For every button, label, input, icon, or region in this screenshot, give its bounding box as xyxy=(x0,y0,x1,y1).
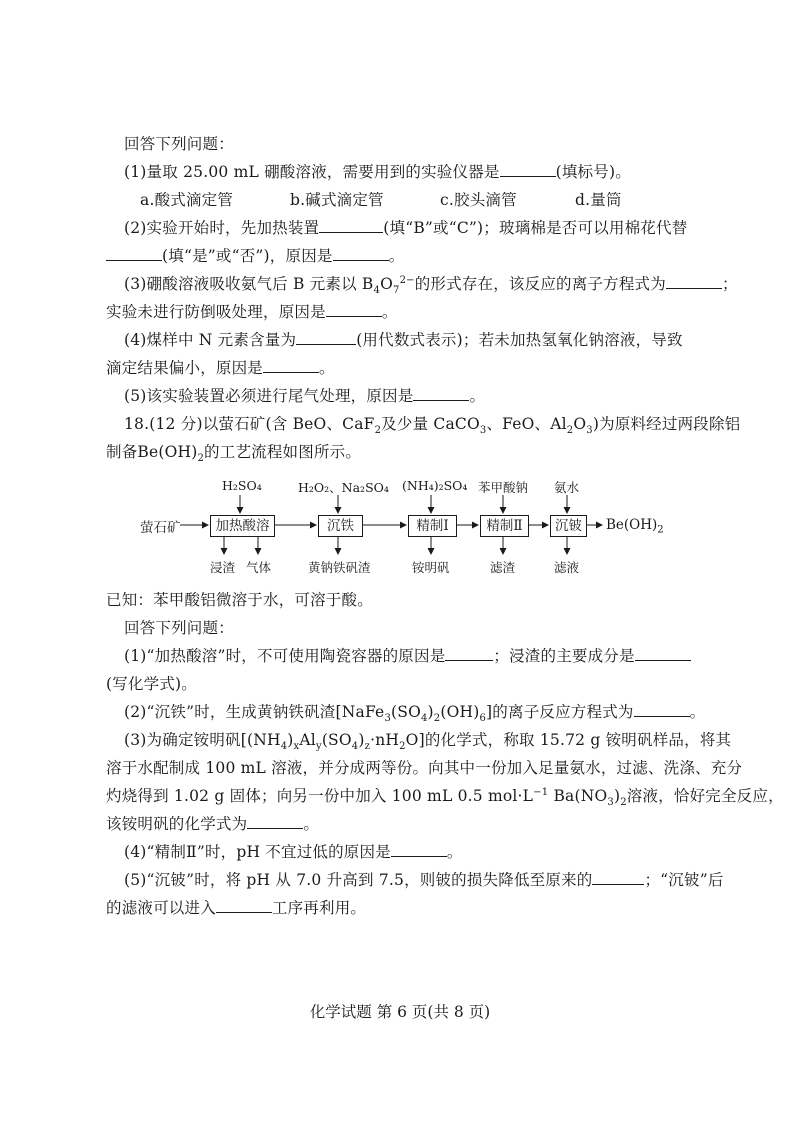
q18-part5-line1: (5)“沉铍”时，将 pH 从 7.0 升高到 7.5，则铍的损失降低至原来的 ；“沉铍”后 xyxy=(124,871,724,889)
answer-blank[interactable] xyxy=(247,814,303,829)
q17-part3-line2: 实验未进行防倒吸处理，原因是 。 xyxy=(106,303,398,321)
answer-blank[interactable] xyxy=(263,358,319,373)
q18-part5-line2: 的滤液可以进入 工序再利用。 xyxy=(106,899,367,917)
q17-part2-line1: (2)实验开始时，先加热装置 (填“B”或“C”)；玻璃棉是否可以用棉花代替 xyxy=(124,219,688,237)
q17-part2-line2: (填“是”或“否”)，原因是 。 xyxy=(106,246,706,266)
q17-part4-line1: (4)煤样中 N 元素含量为 (用代数式表示)；若未加热氢氧化钠溶液，导致 xyxy=(124,331,683,349)
option-a: a.酸式滴定管 xyxy=(140,191,234,209)
answer-blank[interactable] xyxy=(500,162,556,177)
q18-intro: 回答下列问题： xyxy=(124,619,234,637)
input-label-5: 氨水 xyxy=(554,480,580,495)
q18-heading: 18.(12 分)以萤石矿(含 BeO、CaF$_2$及少量 CaCO$_3$、FeO、$Al_2O_3$)为原料经过两段除铝 xyxy=(124,415,741,437)
q17-part5: (5)该实验装置必须进行尾气处理，原因是 。 xyxy=(124,387,486,405)
output-label-1: 浸渣 xyxy=(210,560,236,575)
q18-part1-line1: (1)“加热酸溶”时，不可使用陶瓷容器的原因是 ；浸渣的主要成分是 xyxy=(124,646,724,666)
q17-part4-line2: 滴定结果偏小，原因是 。 xyxy=(106,359,335,377)
output-label-5: 滤渣 xyxy=(490,560,516,575)
answer-blank[interactable] xyxy=(635,646,691,661)
answer-blank[interactable] xyxy=(592,870,644,885)
answer-blank[interactable] xyxy=(634,702,690,717)
output-label-3: 黄钠铁矾渣 xyxy=(308,560,371,575)
q18-part2: (2)“沉铁”时，生成黄钠铁矾渣$[NaFe_3(SO_4)_2(OH)_6]$的离子反应方程式为 。 xyxy=(124,703,706,725)
q17-part3-line1: (3)硼酸溶液吸收氨气后 B 元素以 $B_4O_7^{2-}$的形式存在，该反应的离子方程式为 ； xyxy=(124,274,738,297)
answer-blank[interactable] xyxy=(666,274,722,289)
answer-blank[interactable] xyxy=(391,842,447,857)
output-label-2: 气体 xyxy=(246,560,272,575)
option-c: c.胶头滴管 xyxy=(440,191,517,209)
flow-box-acid-dissolve: 加热酸溶 xyxy=(210,515,275,537)
answer-blank[interactable] xyxy=(216,898,272,913)
q18-part3-line3: 灼烧得到 1.02 g 固体；向另一份中加入 100 mL 0.5 $mol\cdot L^{-1}$ $Ba(NO_3)_2$溶液，恰好完全反应， xyxy=(106,786,784,809)
answer-blank[interactable] xyxy=(106,246,162,261)
option-d: d.量筒 xyxy=(575,191,622,209)
answer-blank[interactable] xyxy=(413,386,469,401)
input-label-4: 苯甲酸钠 xyxy=(478,480,529,495)
answer-blank[interactable] xyxy=(319,218,383,233)
input-label-2: H₂O₂、Na₂SO₄ xyxy=(298,480,389,495)
q18-heading-line2: 制备$Be(OH)_2$的工艺流程如图所示。 xyxy=(106,443,362,465)
q18-part1-line2: (写化学式)。 xyxy=(106,675,197,693)
q17-intro: 回答下列问题： xyxy=(124,135,234,153)
answer-blank[interactable] xyxy=(326,302,382,317)
option-b: b.碱式滴定管 xyxy=(290,191,384,209)
answer-blank[interactable] xyxy=(333,246,389,261)
flow-start-label: 萤石矿 xyxy=(140,520,181,536)
output-label-4: 铵明矾 xyxy=(412,560,450,575)
q18-part3-line1: (3)为确定铵明矾$[(NH_4)_xAl_y(SO_4)_z\cdot nH_2O]$的化学式，称取 15.72 g 铵明矾样品，将其 xyxy=(124,731,732,753)
q18-part3-line4: 该铵明矾的化学式为 。 xyxy=(106,815,320,833)
input-label-3: (NH₄)₂SO₄ xyxy=(402,478,468,493)
page-footer: 化学试题 第 6 页(共 8 页) xyxy=(309,1003,491,1021)
q17-part1: (1)量取 25.00 mL 硼酸溶液，需要用到的实验仪器是 (填标号)。 xyxy=(124,163,631,181)
input-label-1: H₂SO₄ xyxy=(222,478,262,493)
answer-blank[interactable] xyxy=(445,646,493,661)
answer-blank[interactable] xyxy=(296,330,356,345)
flow-end-label: $Be(OH)_2$ xyxy=(606,517,664,536)
flow-box-iron-precipitation: 沉铁 xyxy=(318,515,363,537)
q18-part4: (4)“精制Ⅱ”时，pH 不宜过低的原因是 。 xyxy=(124,843,463,861)
flow-box-refine-2: 精制Ⅱ xyxy=(480,515,529,537)
flow-box-refine-1: 精制Ⅰ xyxy=(408,515,457,537)
q18-known: 已知：苯甲酸铝微溶于水，可溶于酸。 xyxy=(106,591,373,609)
process-flow-diagram xyxy=(140,478,720,588)
q18-part3-line2: 溶于水配制成 100 mL 溶液，并分成两等份。向其中一份加入足量氨水，过滤、洗涤、充分 xyxy=(106,759,743,777)
output-label-6: 滤液 xyxy=(554,560,580,575)
q17-options xyxy=(140,190,740,210)
flow-box-beryllium-precipitation: 沉铍 xyxy=(550,515,587,537)
